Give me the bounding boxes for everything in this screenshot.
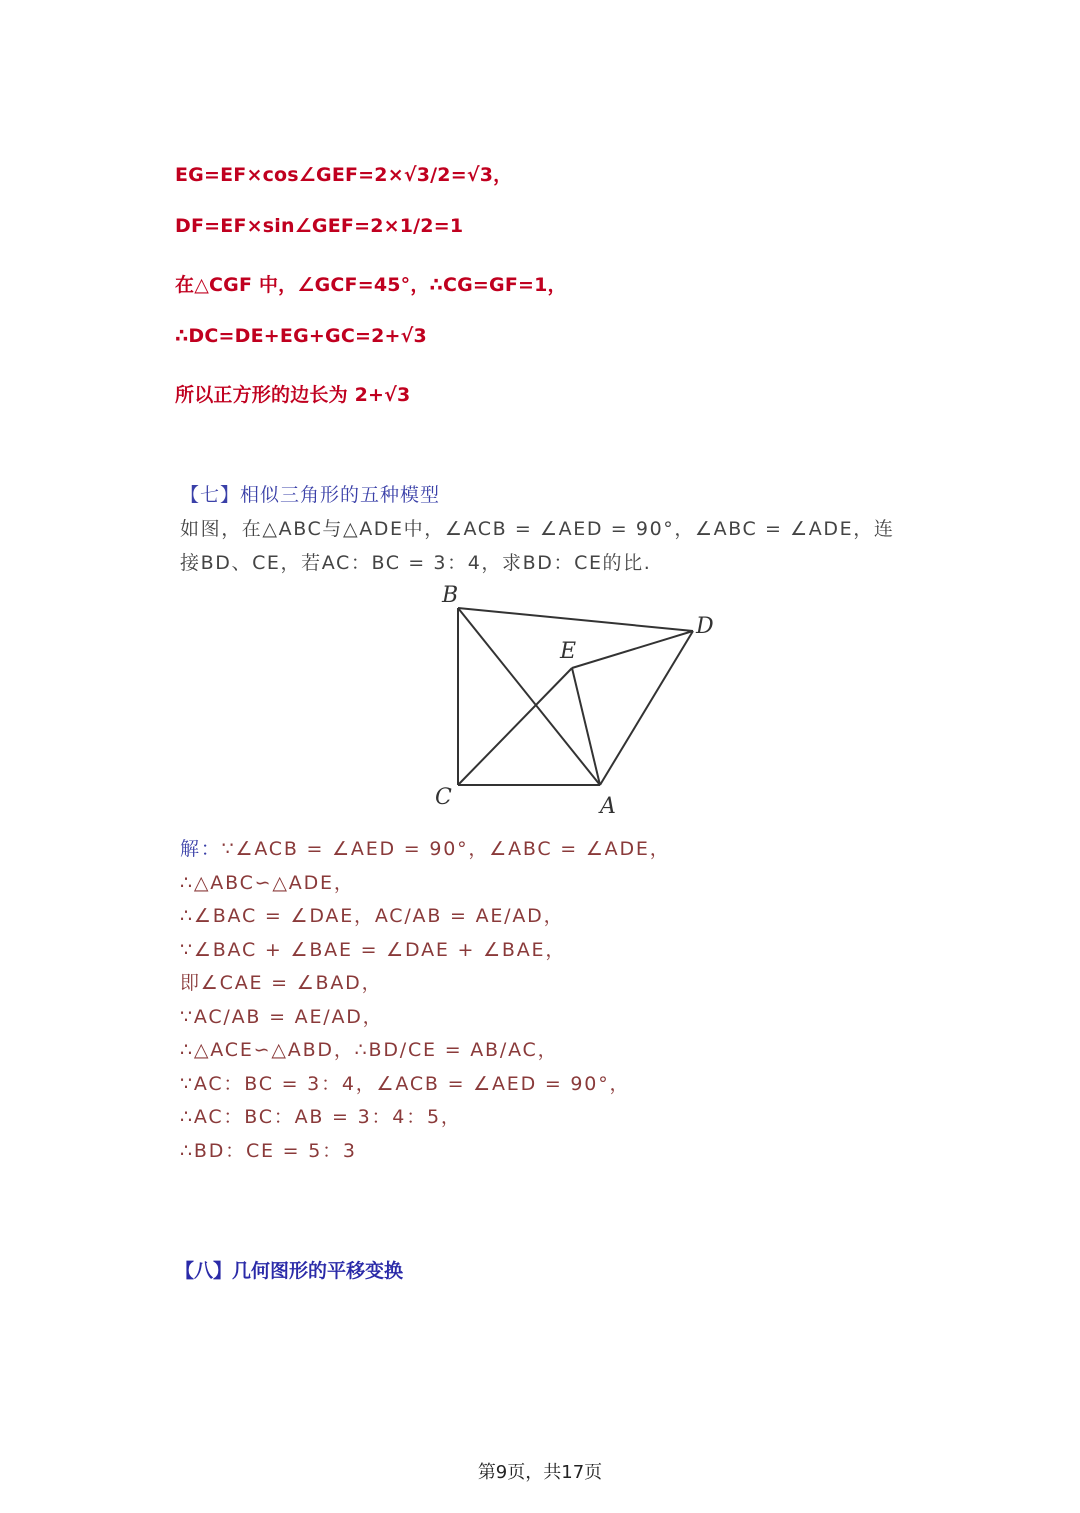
label-d: D (696, 614, 714, 639)
solution-step-5: 即∠CAE = ∠BAD， (180, 972, 383, 994)
section-8-title: 【八】几何图形的平移变换 (175, 1260, 404, 1282)
problem-line-2: 接BD、CE，若AC：BC = 3：4，求BD：CE的比. (180, 552, 652, 574)
solution-label: 解： (180, 838, 222, 860)
solution-step-2: ∴△ABC∽△ADE， (180, 872, 355, 894)
geometry-figure (420, 575, 740, 820)
solution-step-7: ∴△ACE∽△ABD，∴BD/CE = AB/AC， (180, 1039, 559, 1061)
solution-step-10: ∴BD：CE = 5：3 (180, 1140, 357, 1162)
problem-line-1: 如图，在△ABC与△ADE中，∠ACB = ∠AED = 90°，∠ABC = ∠ADE，连 (180, 518, 895, 540)
solution-line-df: DF=EF×sin∠GEF=2×1/2=1 (175, 215, 464, 237)
solution-step-1-text: ∵∠ACB = ∠AED = 90°，∠ABC = ∠ADE， (221, 838, 671, 860)
solution-step-3: ∴∠BAC = ∠DAE，AC/AB = AE/AD， (180, 905, 565, 927)
solution-step-4: ∵∠BAC + ∠BAE = ∠DAE + ∠BAE， (180, 939, 567, 961)
figure-lines (458, 608, 693, 785)
solution-line-eg: EG=EF×cos∠GEF=2×√3/2=√3， (175, 164, 513, 186)
solution-step-1 (180, 834, 671, 861)
solution-step-9: ∴AC：BC：AB = 3：4：5， (180, 1106, 462, 1128)
label-e: E (560, 639, 577, 664)
segment-ce (458, 668, 572, 785)
label-a: A (600, 794, 616, 819)
page-number: 第9页，共17页 (477, 1462, 603, 1483)
section-7-title: 【七】相似三角形的五种模型 (180, 484, 441, 506)
solution-line-cg: 在△CGF 中，∠GCF=45°，∴CG=GF=1， (175, 274, 567, 296)
solution-step-6: ∵AC/AB = AE/AD， (180, 1006, 384, 1028)
solution-line-dc: ∴DC=DE+EG+GC=2+√3 (175, 325, 427, 347)
segment-bd (458, 608, 693, 631)
solution-step-8: ∵AC：BC = 3：4，∠ACB = ∠AED = 90°， (180, 1073, 631, 1095)
segment-da (600, 631, 693, 785)
solution-line-conclusion: 所以正方形的边长为 2+√3 (175, 384, 411, 406)
label-b: B (442, 583, 459, 608)
label-c: C (435, 785, 452, 810)
